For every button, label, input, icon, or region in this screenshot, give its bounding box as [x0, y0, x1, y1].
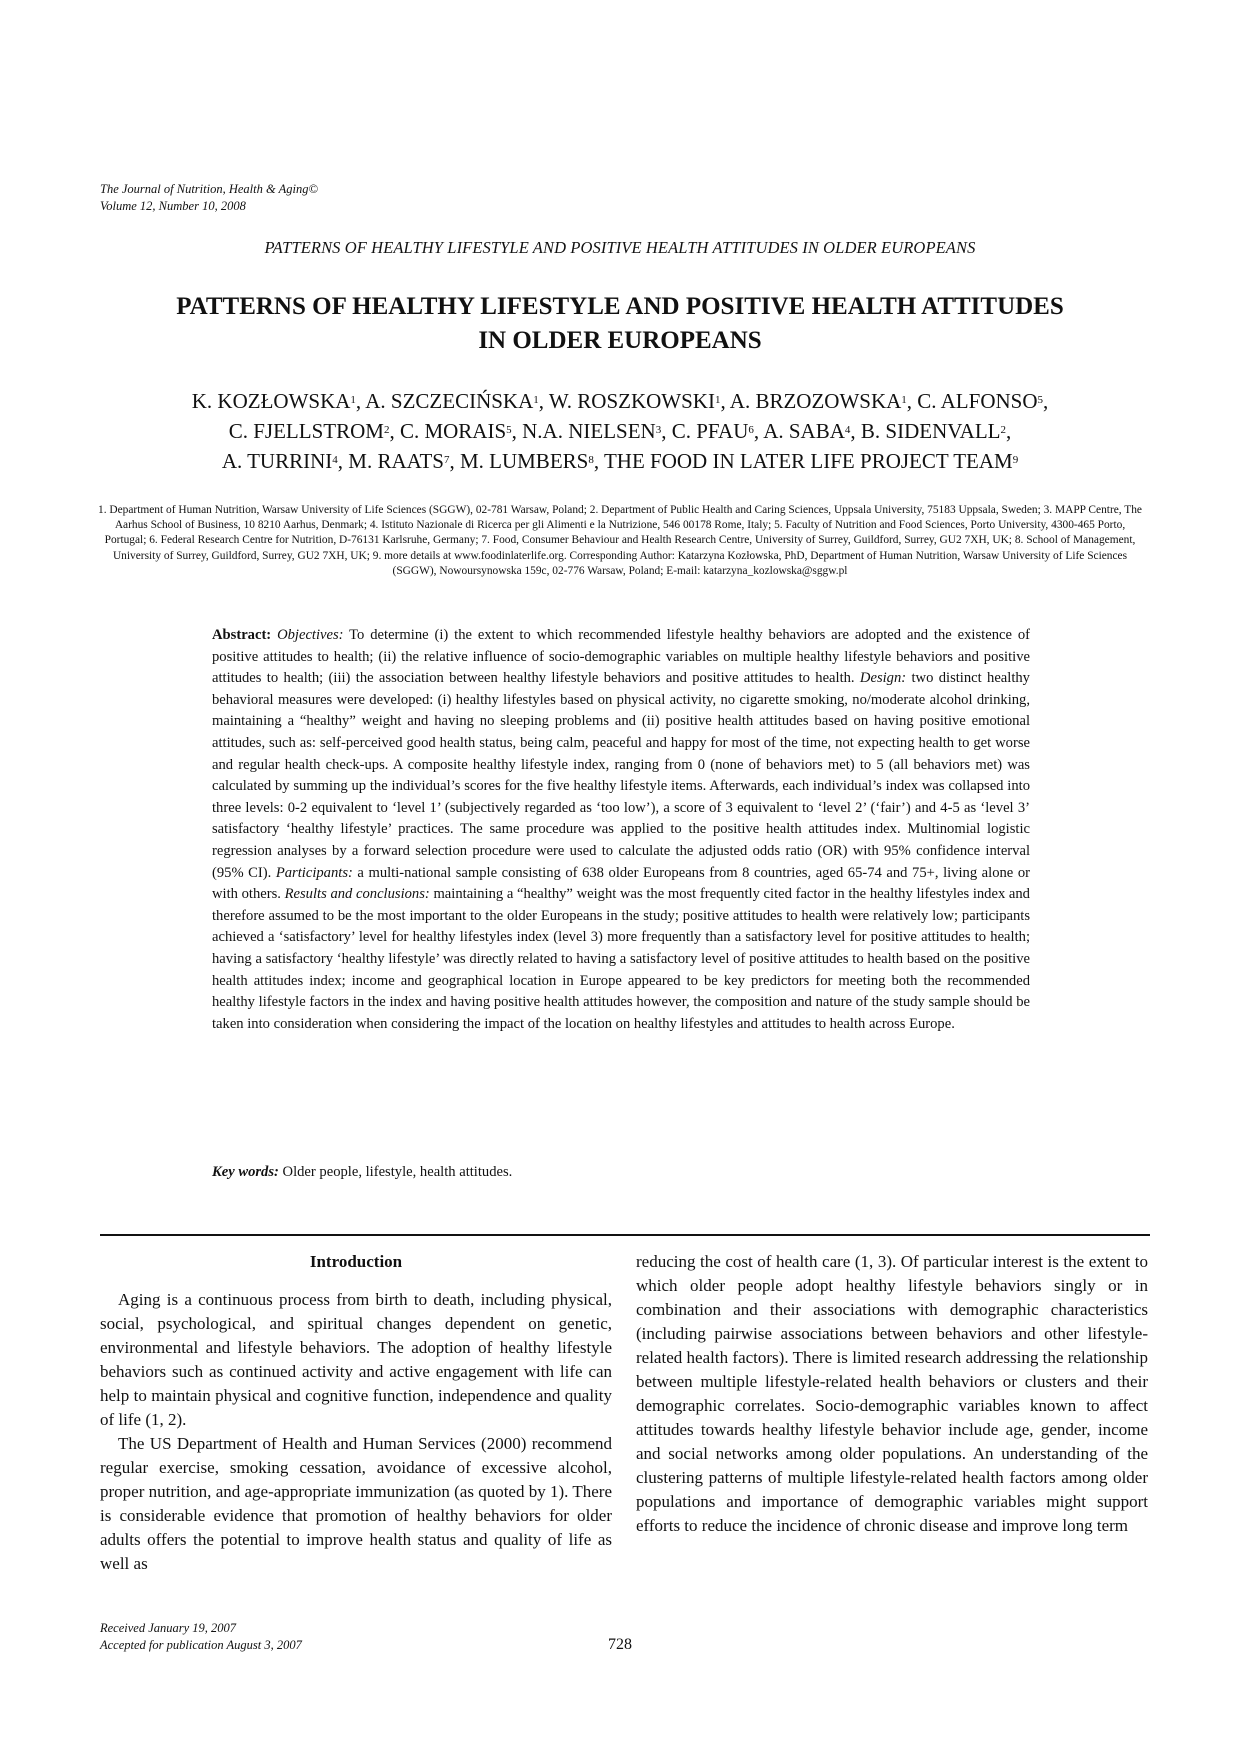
journal-name: The Journal of Nutrition, Health & Aging© [100, 182, 318, 196]
author: W. ROSZKOWSKI$^1$, [548, 389, 730, 413]
introduction-heading: Introduction [309, 1252, 403, 1271]
author: A. SZCZECIŃSKA$^1$, [365, 389, 549, 413]
journal-volume: Volume 12, Number 10, 2008 [100, 199, 246, 213]
author: A. BRZOZOWSKA$^1$, [729, 389, 918, 413]
author: M. RAATS$^7$, [348, 449, 460, 473]
intro-paragraph: Aging is a continuous process from birth to death, including physical, social, psychological, and spiritual changes dependent on genetic, environmental and lifestyle behaviors. The adoption of healthy lifestyle behaviors such as continued activity and active engagement with life can help to maintain physical and cognitive function, independence and quality of life (1, 2). [100, 1290, 612, 1429]
author: THE FOOD IN LATER LIFE PROJECT TEAM$^9$ [603, 449, 1019, 473]
participants-text: a multi-national sample consisting of 638 older Europeans from 8 countries, aged 65-74 and 75+, living alone or with others. [212, 864, 1031, 903]
running-head: PATTERNS OF HEALTHY LIFESTYLE AND POSITIVE HEALTH ATTITUDES IN OLDER EUROPEANS [264, 238, 976, 257]
author: B. SIDENVALL$^2$, [860, 419, 1012, 443]
design-label: Design: [859, 670, 907, 687]
objectives-text: To determine (i) the extent to which recommended lifestyle healthy behaviors are adopted and the existence of positive attitudes to health; (ii) the relative influence of socio-demographic variables on multiple healthy lifestyle behaviors and positive attitudes to health; (iii) the association between healthy lifestyle behaviors and positive attitudes to health. [212, 627, 1031, 687]
intro-paragraph: The US Department of Health and Human Services (2000) recommend regular exercise, smoking cessation, avoidance of excessive alcohol, proper nutrition, and age-appropriate immunization (as quoted by 1). There is considerable evidence that promotion of healthy behaviors for older adults offers the potential to improve health status and quality of life as well as [100, 1434, 612, 1573]
keywords [212, 1162, 1030, 1182]
participants-label: Participants: [275, 864, 353, 881]
title-line-2: IN OLDER EUROPEANS [478, 327, 762, 354]
journal-info [100, 181, 318, 215]
author: M. LUMBERS$^8$, [459, 449, 604, 473]
accepted-date: Accepted for publication August 3, 2007 [100, 1638, 302, 1652]
abstract-label: Abstract: [212, 627, 272, 643]
paper-title [80, 290, 1160, 358]
author: N.A. NIELSEN$^3$, [522, 419, 672, 443]
keywords-text: Older people, lifestyle, health attitudes. [278, 1164, 513, 1180]
results-label: Results and conclusions: [284, 886, 430, 903]
author: C. MORAIS$^5$, [399, 419, 523, 443]
received-date: Received January 19, 2007 [100, 1621, 237, 1635]
right-column [636, 1250, 1148, 1538]
section-divider [100, 1234, 1150, 1236]
affiliations: 1. Department of Human Nutrition, Warsaw University of Life Sciences (SGGW), 02-781 Warsaw, Poland; 2. Department of Public Health and Caring Sciences, Uppsala University, 75183 Uppsala, Sweden; 3. MAPP Centre, The Aarhus School of Business, 10 8210 Aarhus, Denmark; 4. Istituto Nazionale di Ricerca per gli Alimenti e la Nutrizione, 546 00178 Rome, Italy; 5. Faculty of Nutrition and Food Sciences, Porto University, 4300-465 Porto, Portugal; 6. Federal Research Centre for Nutrition, D-76131 Karlsruhe, Germany; 7. Food, Consumer Behaviour and Health Research Centre, University of Surrey, Guildford, Surrey, GU2 7XH, UK; 8. School of Management, University of Surrey, Guildford, Surrey, GU2 7XH, UK; 9. more details at www.foodinlaterlife.org. Corresponding Author: Katarzyna Kozłowska, PhD, Department of Human Nutrition, Warsaw University of Life Sciences (SGGW), Nowoursynowska 159c, 02-776 Warsaw, Poland; E-mail: katarzyna_kozlowska@sggw.pl [98, 504, 1142, 577]
author: C. ALFONSO$^5$, [917, 389, 1049, 413]
title-line-1: PATTERNS OF HEALTHY LIFESTYLE AND POSITIVE HEALTH ATTITUDES [176, 293, 1064, 320]
author: C. PFAU$^6$, [671, 419, 764, 443]
objectives-label: Objectives: [277, 627, 344, 643]
author: K. KOZŁOWSKA$^1$, [191, 389, 366, 413]
author: A. SABA$^4$, [763, 419, 861, 443]
author: C. FJELLSTROM$^2$, [228, 419, 400, 443]
keywords-label: Key words: [212, 1164, 279, 1180]
page-number: 728 [608, 1636, 632, 1653]
abstract [212, 625, 1030, 1035]
results-text: maintaining a “healthy” weight was the most frequently cited factor in the healthy lifestyles index and therefore assumed to be the most important to the older Europeans in the study; positive attitudes to health were relatively low; participants achieved a ‘satisfactory’ level for healthy lifestyles index (level 3) more frequently than a satisfactory level for positive attitudes to health; having a satisfactory ‘healthy lifestyle’ was directly related to having a satisfactory level of positive attitudes to health based on the positive health attitudes index; income and geographical location in Europe appeared to be key predictors for meeting both the recommended healthy lifestyle factors in the index and having positive health attitudes however, the composition and nature of the study sample should be taken into consideration when considering the impact of the location on healthy lifestyles and attitudes to health across Europe. [212, 886, 1030, 1032]
author-list [80, 386, 1160, 476]
intro-paragraph-continued: reducing the cost of health care (1, 3). Of particular interest is the extent to which older people adopt healthy lifestyle behaviors singly or in combination and their associations with demographic characteristics (including pairwise associations between behaviors and other lifestyle-related health factors). There is limited research addressing the relationship between multiple lifestyle-related health behaviors or clusters and their demographic correlates. Socio-demographic variables known to affect attitudes towards healthy lifestyle behavior include age, gender, income and social networks among older populations. An understanding of the clustering patterns of multiple lifestyle-related health factors among older populations and importance of demographic variables might support efforts to reduce the incidence of chronic disease and improve long term [636, 1252, 1148, 1535]
design-text: two distinct healthy behavioral measures were developed: (i) healthy lifestyles based on physical activity, no cigarette smoking, no/moderate alcohol drinking, maintaining a “healthy” weight and having no sleeping problems and (ii) positive health attitudes based on having positive emotional attitudes, such as: self-perceived good health status, being calm, peaceful and happy for most of the time, not expecting health to get worse and regular health check-ups. A composite healthy lifestyle index, ranging from 0 (none of behaviors met) to 5 (all behaviors met) was calculated by summing up the individual’s scores for the five healthy lifestyle items. Afterwards, each individual’s index was collapsed into three levels: 0-2 equivalent to ‘level 1’ (subjectively regarded as ‘too low’), a score of 3 equivalent to ‘level 2’ (‘fair’) and 4-5 as ‘level 3’ satisfactory ‘healthy lifestyle’ practices. The same procedure was applied to the positive health attitudes index. Multinomial logistic regression analyses by a forward selection procedure were used to calculate the adjusted odds ratio (OR) with 95% confidence interval (95% CI). [212, 670, 1030, 881]
author: A. TURRINI$^4$, [221, 449, 349, 473]
left-column [100, 1250, 612, 1576]
